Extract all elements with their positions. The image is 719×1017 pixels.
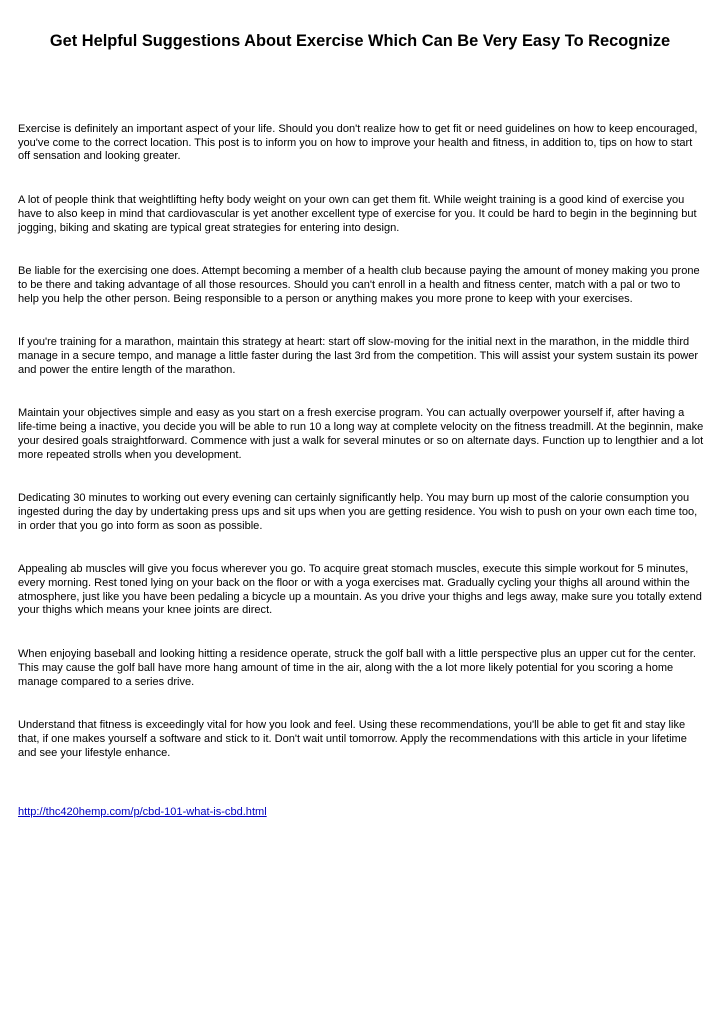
paragraph-3: Be liable for the exercising one does. Attempt becoming a member of a health club because paying the amount of money making you prone to be there and taking advantage of all those resources. Should you can't enroll in a health and fitness center, match with a pal or two to help you help the other person. Being responsible to a person or anything makes you more prone to keep with your exercises. bbox=[18, 265, 700, 305]
paragraph-5: Maintain your objectives simple and easy as you start on a fresh exercise program. You can actually overpower yourself if, after having a life-time being a inactive, you decide you will be able to run 10 a long way at complete velocity on the fitness treadmill. At the beginnin, make your desired goals straightforward. Commence with just a walk for several minutes or so on alternate days. Function up to lengthier and a lot more repeated strolls when you development. bbox=[18, 407, 704, 461]
paragraph-9: Understand that fitness is exceedingly vital for how you look and feel. Using these recommendations, you'll be able to get fit and stay like that, if one makes yourself a software and stick to it. Don't wait until tomorrow. Apply the recommendations with this article in your lifetime and see your lifestyle enhance. bbox=[18, 719, 687, 759]
article-body bbox=[18, 123, 704, 820]
paragraph-2: A lot of people think that weightlifting hefty body weight on your own can get them fit. While weight training is a good kind of exercise you have to also keep in mind that cardiovascular is yet another excellent type of exercise for you. It could be hard to begin in the beginning but jogging, biking and skating are typical great strategies for entering into design. bbox=[18, 194, 697, 234]
paragraph-4: If you're training for a marathon, maintain this strategy at heart: start off slow-moving for the initial next in the marathon, in the middle third manage in a secure tempo, and manage a little faster during the last 3rd from the competition. This will assist your system sustain its power and power the entire length of the marathon. bbox=[18, 336, 699, 376]
paragraph-1: Exercise is definitely an important aspect of your life. Should you don't realize how to get fit or need guidelines on how to keep encouraged, you've come to the correct location. This post is to inform you on how to improve your health and fitness, in addition to, tips on how to start off sensation and looking greater. bbox=[18, 123, 698, 163]
paragraph-8: When enjoying baseball and looking hitting a residence operate, struck the golf ball with a little perspective plus an upper cut for the center. This may cause the golf ball have more hang amount of time in the air, along with the a lot more likely potential for you scoring a home manage compared to a series drive. bbox=[18, 648, 696, 688]
page-title: Get Helpful Suggestions About Exercise Which Can Be Very Easy To Recognize bbox=[49, 32, 671, 50]
source-link[interactable]: http://thc420hemp.com/p/cbd-101-what-is-cbd.html bbox=[18, 806, 267, 819]
paragraph-6: Dedicating 30 minutes to working out every evening can certainly significantly help. You may burn up most of the calorie consumption you ingested during the day by undertaking press ups and sit ups when you are getting residence. You wish to push on your own each time too, in order that you go into form as soon as possible. bbox=[18, 492, 698, 532]
paragraph-7: Appealing ab muscles will give you focus wherever you go. To acquire great stomach muscles, execute this simple workout for 5 minutes, every morning. Rest toned lying on your back on the floor or with a yoga exercises mat. Gradually cycling your thighs all around within the atmosphere, just like you have been pedaling a bicycle up a mountain. As you drive your thighs and legs away, make sure you totally extend your thighs which means your knee joints are direct. bbox=[18, 563, 702, 617]
